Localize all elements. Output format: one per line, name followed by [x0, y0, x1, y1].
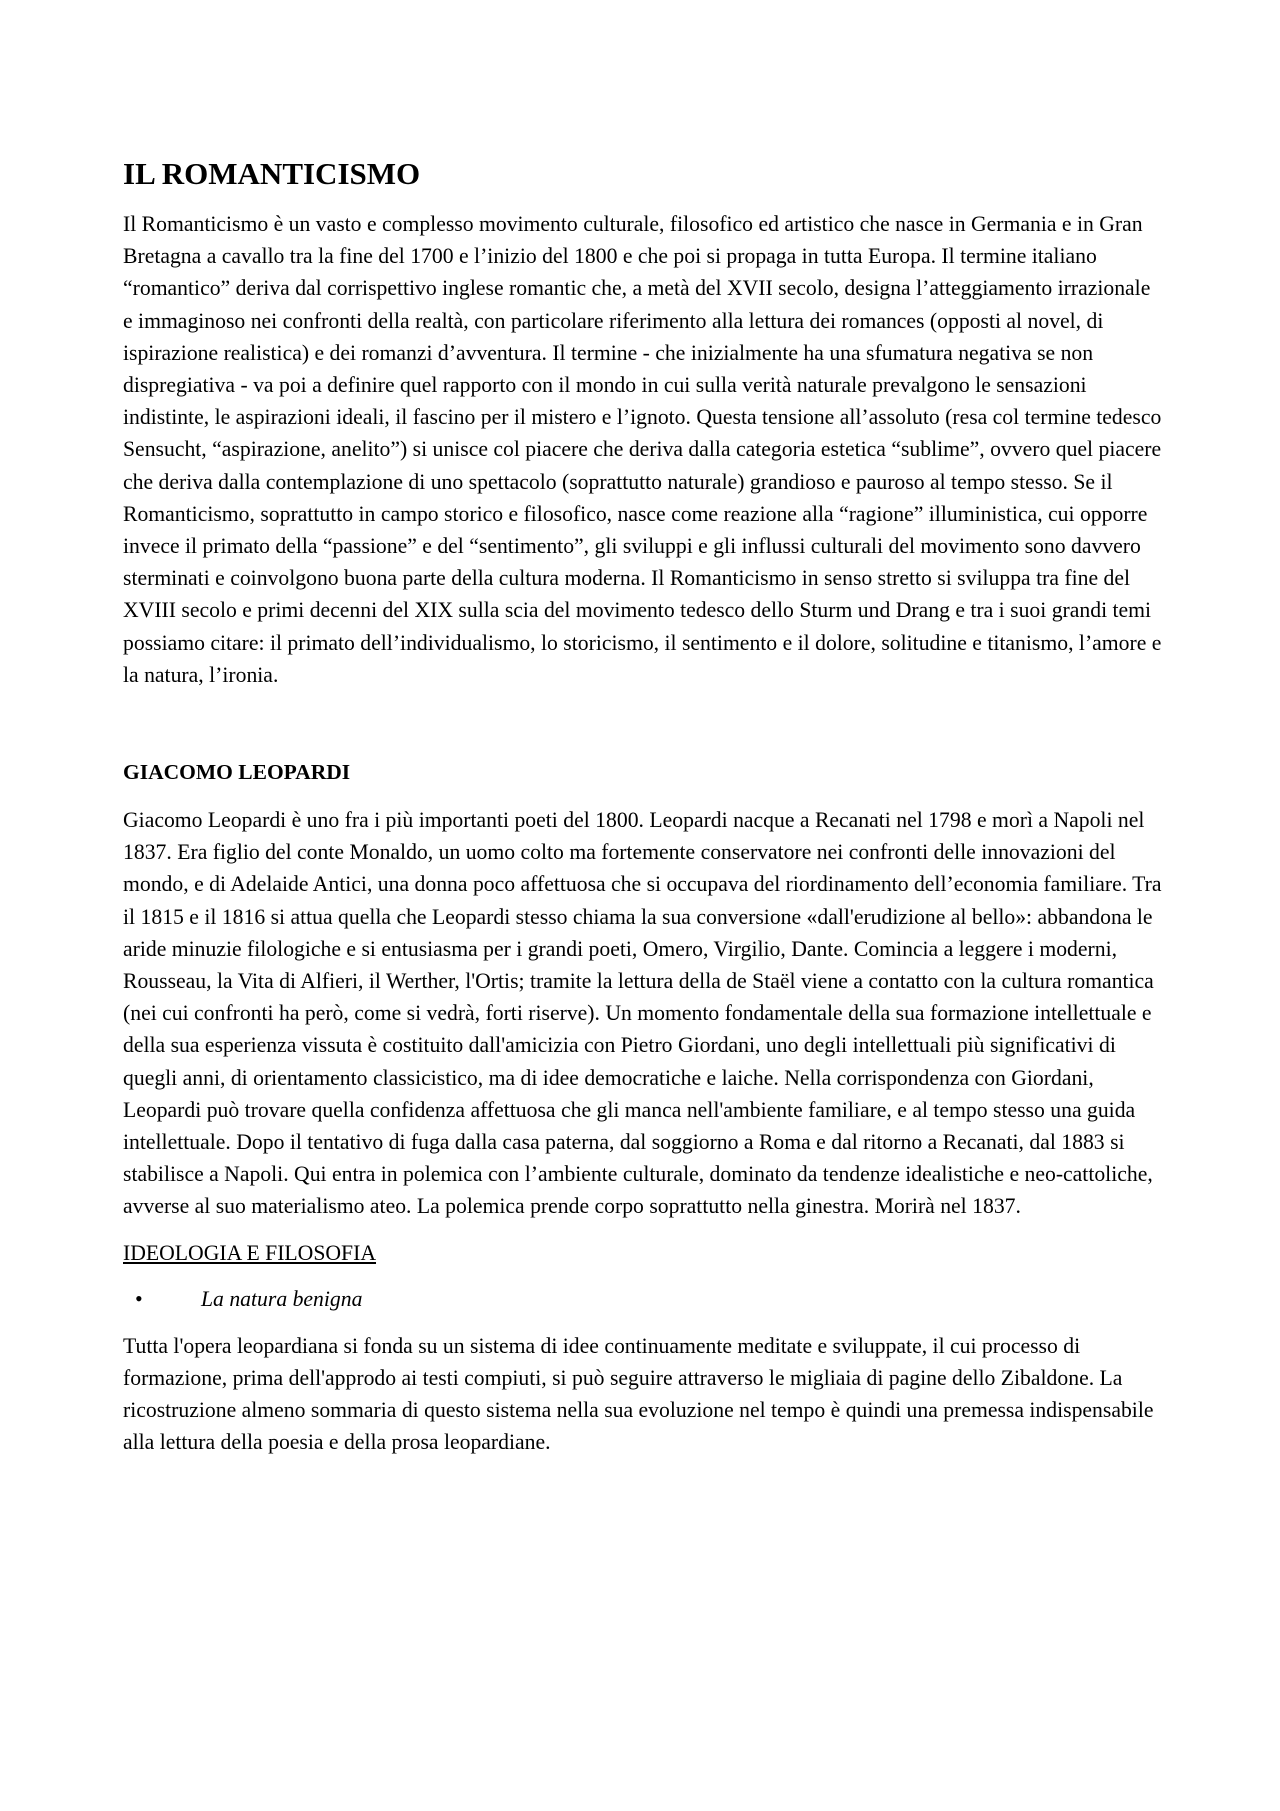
- paragraph-romanticismo: Il Romanticismo è un vasto e complesso movimento culturale, filosofico ed artistico che nasce in Germania e in Gran Bretagna a cavallo tra la fine del 1700 e l’inizio del 1800 e che poi si propaga in tutta Europa. Il termine italiano “romantico” deriva dal corrispettivo inglese romantic che, a metà del XVII secolo, designa l’atteggiamento irrazionale e immaginoso nei confronti della realtà, con particolare riferimento alla lettura dei romances (opposti al novel, di ispirazione realistica) e dei romanzi d’avventura. Il termine - che inizialmente ha una sfumatura negativa se non dispregiativa - va poi a definire quel rapporto con il mondo in cui sulla verità naturale prevalgono le sensazioni indistinte, le aspirazioni ideali, il fascino per il mistero e l’ignoto. Questa tensione all’assoluto (resa col termine tedesco Sensucht, “aspirazione, anelito”) si unisce col piacere che deriva dalla categoria estetica “sublime”, ovvero quel piacere che deriva dalla contemplazione di uno spettacolo (soprattutto naturale) grandioso e pauroso al tempo stesso. Se il Romanticismo, soprattutto in campo storico e filosofico, nasce come reazione alla “ragione” illuministica, cui opporre invece il primato della “passione” e del “sentimento”, gli sviluppi e gli influssi culturali del movimento sono davvero sterminati e coinvolgono buona parte della cultura moderna. Il Romanticismo in senso stretto si sviluppa tra fine del XVIII secolo e primi decenni del XIX sulla scia del movimento tedesco dello Sturm und Drang e tra i suoi grandi temi possiamo citare: il primato dell’individualismo, lo storicismo, il sentimento e il dolore, solitudine e titanismo, l’amore e la natura, l’ironia.: [123, 212, 1162, 687]
- section-spacer: [123, 691, 1163, 757]
- subheading-ideologia: IDEOLOGIA E FILOSOFIA: [123, 1240, 377, 1265]
- paragraph-leopardi: Giacomo Leopardi è uno fra i più importanti poeti del 1800. Leopardi nacque a Recanati nel 1798 e morì a Napoli nel 1837. Era figlio del conte Monaldo, un uomo colto ma fortemente conservatore nei confronti delle innovazioni del mondo, e di Adelaide Antici, una donna poco affettuosa che si occupava del riordinamento dell’economia familiare. Tra il 1815 e il 1816 si attua quella che Leopardi stesso chiama la sua conversione «dall'erudizione al bello»: abbandona le aride minuzie filologiche e si entusiasma per i grandi poeti, Omero, Virgilio, Dante. Comincia a leggere i moderni, Rousseau, la Vita di Alfieri, il Werther, l'Ortis; tramite la lettura della de Staël viene a contatto con la cultura romantica (nei cui confronti ha però, come si vedrà, forti riserve). Un momento fondamentale della sua formazione intellettuale e della sua esperienza vissuta è costituito dall'amicizia con Pietro Giordani, uno degli intellettuali più significativi di quegli anni, di orientamento classicistico, ma di idee democratiche e laiche. Nella corrispondenza con Giordani, Leopardi può trovare quella confidenza affettuosa che gli manca nell'ambiente familiare, e al tempo stesso una guida intellettuale. Dopo il tentativo di fuga dalla casa paterna, dal soggiorno a Roma e dal ritorno a Recanati, dal 1883 si stabilisce a Napoli. Qui entra in polemica con l’ambiente culturale, dominato da tendenze idealistiche e neo-cattoliche, avverse al suo materialismo ateo. La polemica prende corpo soprattutto nella ginestra. Morirà nel 1837.: [123, 808, 1162, 1219]
- heading-leopardi: GIACOMO LEOPARDI: [123, 760, 351, 785]
- bullet-list-item: [123, 1283, 1163, 1315]
- bullet-icon: •: [135, 1285, 143, 1311]
- bullet-text: La natura benigna: [201, 1286, 363, 1311]
- document-page: [123, 154, 1163, 1459]
- heading-romanticismo: IL ROMANTICISMO: [123, 156, 421, 191]
- paragraph-ideologia: Tutta l'opera leopardiana si fonda su un sistema di idee continuamente meditate e sviluppate, il cui processo di formazione, prima dell'approdo ai testi compiuti, si può seguire attraverso le migliaia di pagine dello Zibaldone. La ricostruzione almeno sommaria di questo sistema nella sua evoluzione nel tempo è quindi una premessa indispensabile alla lettura della poesia e della prosa leopardiane.: [123, 1333, 1154, 1455]
